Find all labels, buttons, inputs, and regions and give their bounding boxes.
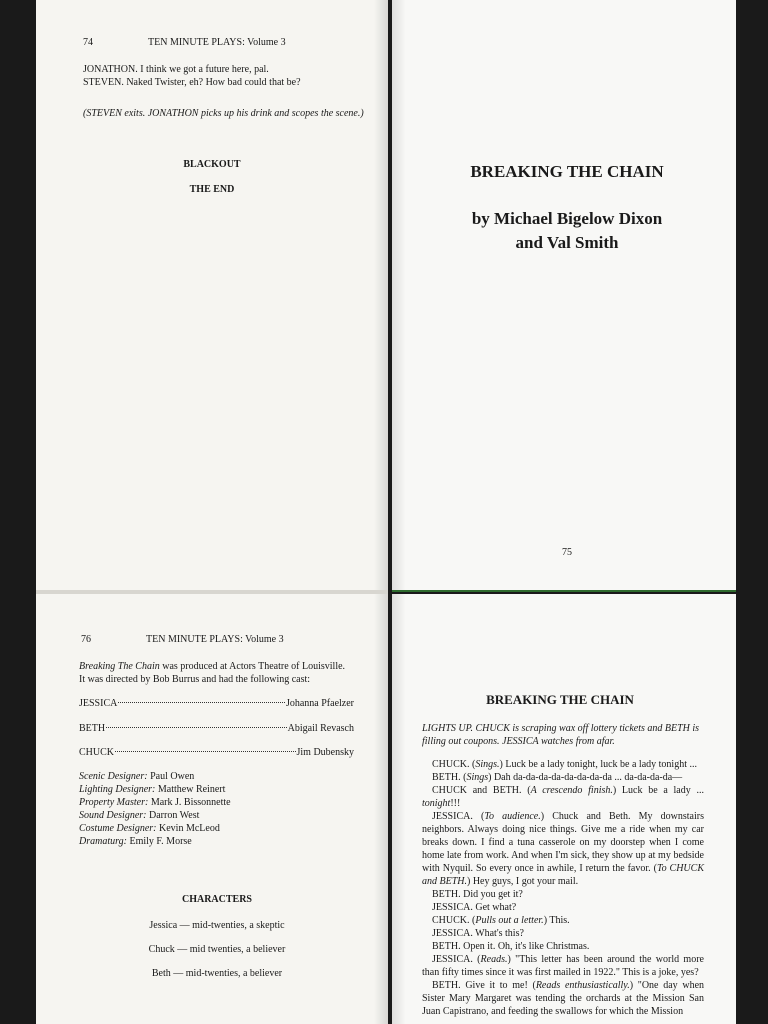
cast-actor: Jim Dubensky — [296, 747, 354, 758]
dialogue-block — [83, 63, 373, 89]
cast-row — [79, 698, 354, 709]
leader-dots — [118, 702, 285, 703]
play-title: BREAKING THE CHAIN — [486, 692, 634, 707]
credit-line — [79, 822, 369, 835]
credit-line — [79, 796, 369, 809]
intro-text: was produced at Actors Theatre of Louisville. — [159, 661, 346, 672]
byline-author-2: and Val Smith — [515, 233, 619, 252]
credit-line — [79, 770, 369, 783]
page-75 — [392, 0, 736, 590]
page-76 — [36, 594, 388, 1024]
play-title: BREAKING THE CHAIN — [470, 162, 664, 181]
leader-dots — [115, 751, 295, 752]
cast-role: CHUCK — [79, 747, 115, 758]
character-entry: Chuck — mid twenties, a believer — [148, 944, 286, 955]
opening-stage-direction: LIGHTS UP. CHUCK is scraping wax off lottery tickets and BETH is filling out coupons. JESSICA watches from afar. — [422, 723, 700, 747]
credit-name: Darron West — [149, 810, 200, 821]
gutter-shadow — [374, 594, 388, 1024]
dialogue-line: JONATHON. I think we got a future here, pal. — [83, 64, 269, 75]
credit-name: Matthew Reinert — [157, 784, 226, 795]
blackout-label: BLACKOUT — [183, 159, 241, 170]
intro-text: It was directed by Bob Burrus and had the following cast: — [79, 674, 311, 685]
the-end-label: THE END — [189, 184, 235, 195]
cast-role: BETH — [79, 723, 106, 734]
page-number: 74 — [83, 37, 93, 48]
characters-heading: CHARACTERS — [181, 894, 252, 905]
cast-actor: Abigail Revasch — [287, 723, 354, 734]
script-line: BETH. (Sings) Dah da-da-da-da-da-da-da-da ... da-da-da-da— — [432, 772, 683, 783]
stage-direction: (STEVEN exits. JONATHON picks up his drink and scopes the scene.) — [83, 108, 364, 119]
production-credits — [79, 770, 369, 848]
gutter-shadow — [392, 0, 406, 590]
character-entry: Jessica — mid-twenties, a skeptic — [149, 920, 285, 931]
script-line: CHUCK. (Sings.) Luck be a lady tonight, luck be a lady tonight ... — [432, 759, 697, 770]
script-line: CHUCK. (Pulls out a letter.) This. — [432, 915, 570, 926]
character-entry: Beth — mid-twenties, a believer — [151, 968, 283, 979]
credit-label: Dramaturg: — [79, 836, 127, 847]
byline-author-1: by Michael Bigelow Dixon — [471, 209, 663, 228]
credit-label: Sound Designer: — [79, 810, 147, 821]
leader-dots — [106, 727, 287, 728]
running-head: TEN MINUTE PLAYS: Volume 3 — [146, 634, 284, 645]
credit-label: Lighting Designer: — [79, 784, 156, 795]
cast-actor: Johanna Pfaelzer — [285, 698, 354, 709]
cast-row — [79, 747, 354, 758]
credit-label: Property Master: — [79, 797, 149, 808]
dialogue-line: STEVEN. Naked Twister, eh? How bad could that be? — [83, 77, 301, 88]
script-line: BETH. Give it to me! (Reads enthusiastically.) "One day when Sister Mary Margaret was tending the orchards at the Mission San Juan Capistrano, and feeding the swallows for which the Mission — [422, 980, 705, 1017]
credit-name: Paul Owen — [150, 771, 195, 782]
gutter-shadow — [374, 0, 388, 590]
production-note — [79, 660, 369, 686]
running-head: TEN MINUTE PLAYS: Volume 3 — [148, 37, 286, 48]
script-body — [422, 758, 704, 1018]
page-number: 76 — [81, 634, 91, 645]
credit-line — [79, 809, 369, 822]
intro-play-title: Breaking The Chain — [79, 661, 160, 672]
page-74 — [36, 0, 388, 590]
script-line: BETH. Open it. Oh, it's like Christmas. — [432, 941, 590, 952]
credit-label: Costume Designer: — [79, 823, 157, 834]
credit-name: Emily F. Morse — [129, 836, 192, 847]
credit-name: Mark J. Bissonnette — [150, 797, 231, 808]
byline — [392, 207, 736, 255]
script-line: CHUCK and BETH. (A crescendo finish.) Luck be a lady ... tonight!!! — [422, 785, 704, 809]
script-line: JESSICA. What's this? — [432, 928, 524, 939]
credit-line — [79, 835, 369, 848]
script-line: JESSICA. (Reads.) "This letter has been around the world more than fifty times since it was first mailed in 1922." This is a joke, yes? — [422, 954, 704, 978]
script-line: JESSICA. Get what? — [432, 902, 517, 913]
credit-line — [79, 783, 369, 796]
page-number: 75 — [562, 547, 572, 558]
credit-label: Scenic Designer: — [79, 771, 148, 782]
cast-role: JESSICA — [79, 698, 118, 709]
credit-name: Kevin McLeod — [159, 823, 220, 834]
page-77 — [392, 594, 736, 1024]
cast-row — [79, 723, 354, 734]
gutter-shadow — [392, 594, 406, 1024]
script-line: JESSICA. (To audience.) Chuck and Beth. My downstairs neighbors. Always doing nice things. Give me a ride when my car breaks down. I find a tuna casserole on my doorstep when I come home late from work. And when I'm sick, they show up at my bedside with Nyquil. So every once in awhile, I return the favor. (To CHUCK and BETH.) Hey guys, I got your mail. — [422, 811, 704, 887]
script-line: BETH. Did you get it? — [432, 889, 523, 900]
